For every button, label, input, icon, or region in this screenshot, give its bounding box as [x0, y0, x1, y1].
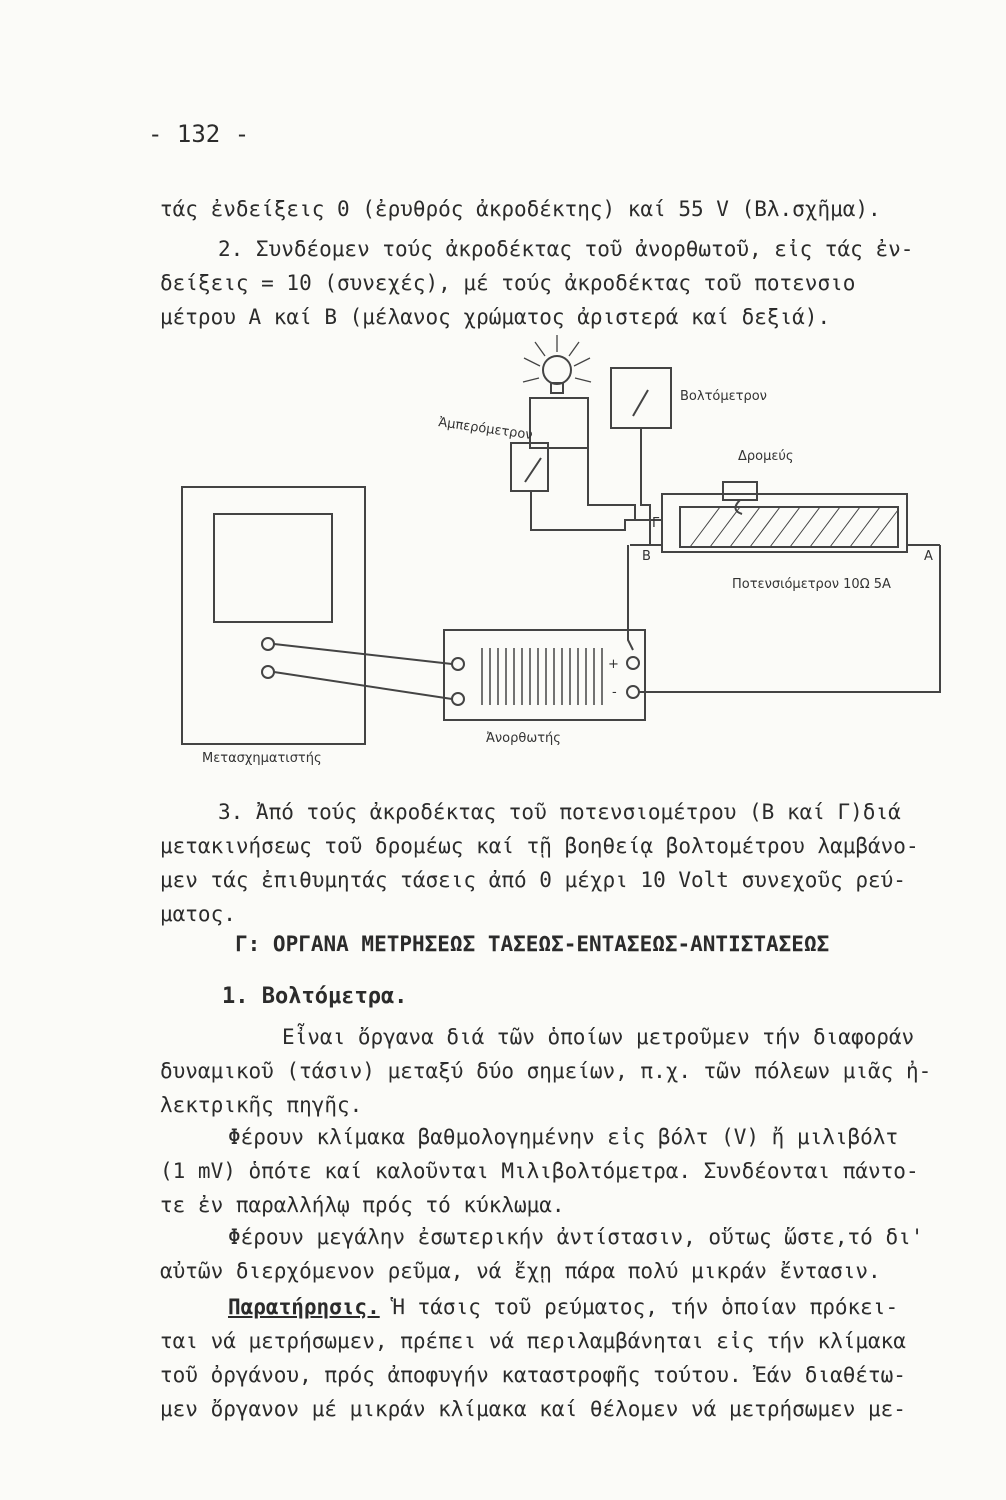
potentiometer-body: [662, 494, 907, 552]
wire-lamp-pot: [588, 448, 635, 520]
lamp-rays: [523, 335, 591, 382]
paragraph-voltmeter-definition: [160, 1020, 980, 1122]
wire-rectifier-plus: [628, 545, 633, 650]
voltmeter-box: [611, 368, 671, 428]
rectifier-slats: [482, 648, 602, 705]
text-line: λεκτρικῆς πηγῆς.: [160, 1093, 363, 1117]
transformer-terminal-top: [262, 638, 274, 650]
transformer-label: Μετασχηματιστής: [202, 751, 322, 766]
voltmeter-label: Βολτόμετρον: [680, 389, 767, 404]
ammeter-label: Ἀμπερόμετρον: [437, 415, 534, 444]
minus-label: -: [612, 685, 617, 700]
text-line: δείξεις = 10 (συνεχές), μέ τούς ἀκροδέκτας τοῦ ποτενσιο: [160, 271, 856, 295]
terminal-a-label: Α: [924, 549, 933, 564]
plus-label: +: [608, 657, 619, 672]
step-3-paragraph: [160, 795, 980, 931]
note-label: Παρατήρησις.: [228, 1295, 380, 1319]
subsection-heading: 1. Βολτόμετρα.: [222, 984, 408, 1009]
paragraph-note: [160, 1290, 980, 1426]
wire-voltmeter-pot: [641, 428, 650, 545]
potentiometer-label: Ποτενσιόμετρον 10Ω 5Α: [732, 577, 891, 592]
text-line: αὐτῶν διερχόμενον ρεῦμα, νά ἔχῃ πάρα πολύ μικράν ἔντασιν.: [160, 1259, 881, 1283]
wire-transformer-rectifier-2: [274, 672, 452, 699]
terminal-b-label: Β: [642, 549, 651, 564]
rectifier-plus-terminal: [627, 657, 639, 669]
paragraph-voltmeter-resistance: [160, 1220, 980, 1288]
text-line: Εἶναι ὄργανα διά τῶν ὁποίων μετροῦμεν τήν διαφοράν: [282, 1025, 915, 1049]
text-line: Φέρουν μεγάλην ἐσωτερικήν ἀντίστασιν, οὕτως ὥστε,τό δι': [228, 1225, 924, 1249]
text-line: ματος.: [160, 902, 236, 926]
text-line: [160, 1290, 980, 1324]
ammeter-needle: [525, 458, 541, 482]
text-line: τε ἐν παραλλήλῳ πρός τό κύκλωμα.: [160, 1193, 565, 1217]
slider-block: [723, 482, 757, 500]
text-line: τάς ἐνδείξεις 0 (ἐρυθρός ἀκροδέκτης) καί 55 V (Βλ.σχῆμα).: [160, 197, 881, 221]
rectifier-minus-terminal: [627, 686, 639, 698]
rectifier-input-top: [452, 658, 464, 670]
transformer-screen: [214, 514, 332, 622]
text-line: ται νά μετρήσωμεν, πρέπει νά περιλαμβάνηται εἰς τήν κλίμακα: [160, 1329, 906, 1353]
text-line: μέτρου Α καί Β (μέλανος χρώματος ἀριστερά καί δεξιά).: [160, 305, 831, 329]
lamp-holder: [530, 398, 588, 448]
text-line: μεν ὄργανον μέ μικράν κλίμακα καί θέλομεν νά μετρήσωμεν με-: [160, 1397, 906, 1421]
ammeter-box: [511, 443, 548, 491]
text-line: μετακινήσεως τοῦ δρομέως καί τῇ βοηθείᾳ βολτομέτρου λαμβάνο-: [160, 834, 919, 858]
transformer-box: [182, 487, 365, 744]
lamp-bulb: [543, 356, 571, 384]
text-line: Φέρουν κλίμακα βαθμολογημένην εἰς βόλτ (V) ἤ μιλιβόλτ: [228, 1125, 899, 1149]
rectifier-label: Ἀνορθωτής: [486, 731, 561, 746]
terminal-g-label: Γ: [652, 516, 660, 531]
paragraph-voltmeter-scale: [160, 1120, 980, 1222]
text-line: 3. Ἀπό τούς ἀκροδέκτας τοῦ ποτενσιομέτρου (Β καί Γ)διά: [218, 800, 901, 824]
section-heading: Γ: ΟΡΓΑΝΑ ΜΕΤΡΗΣΕΩΣ ΤΑΣΕΩΣ-ΕΝΤΑΣΕΩΣ-ΑΝΤΙΣΤΑΣΕΩΣ: [235, 932, 830, 956]
text-line: (1 mV) ὁπότε καί καλοῦνται Μιλιβολτόμετρα. Συνδέονται πάντο-: [160, 1159, 919, 1183]
text-line: 2. Συνδέομεν τούς ἀκροδέκτας τοῦ ἀνορθωτοῦ, εἰς τάς ἐν-: [218, 237, 914, 261]
page-number: - 132 -: [148, 120, 250, 148]
voltmeter-needle: [633, 390, 648, 416]
text-line: μεν τάς ἐπιθυμητάς τάσεις ἀπό 0 μέχρι 10 Volt συνεχοῦς ρεύ-: [160, 868, 906, 892]
potentiometer-hatching: [690, 507, 898, 547]
slider-label: Δρομεύς: [738, 449, 794, 464]
wire-transformer-rectifier-1: [274, 644, 452, 664]
rectifier-input-bottom: [452, 693, 464, 705]
wire-rectifier-minus: [639, 545, 940, 692]
text-line: δυναμικοῦ (τάσιν) μεταξύ δύο σημείων, π.χ. τῶν πόλεων μιᾶς ἠ-: [160, 1059, 932, 1083]
note-first-line: Ἡ τάσις τοῦ ρεύματος, τήν ὁποίαν πρόκει-: [379, 1295, 899, 1319]
wire-ammeter-pot: [531, 491, 662, 530]
transformer-terminal-bottom: [262, 666, 274, 678]
text-line: τοῦ ὀργάνου, πρός ἀποφυγήν καταστροφῆς τούτου. Ἐάν διαθέτω-: [160, 1363, 906, 1387]
rectifier-box: [444, 630, 645, 720]
